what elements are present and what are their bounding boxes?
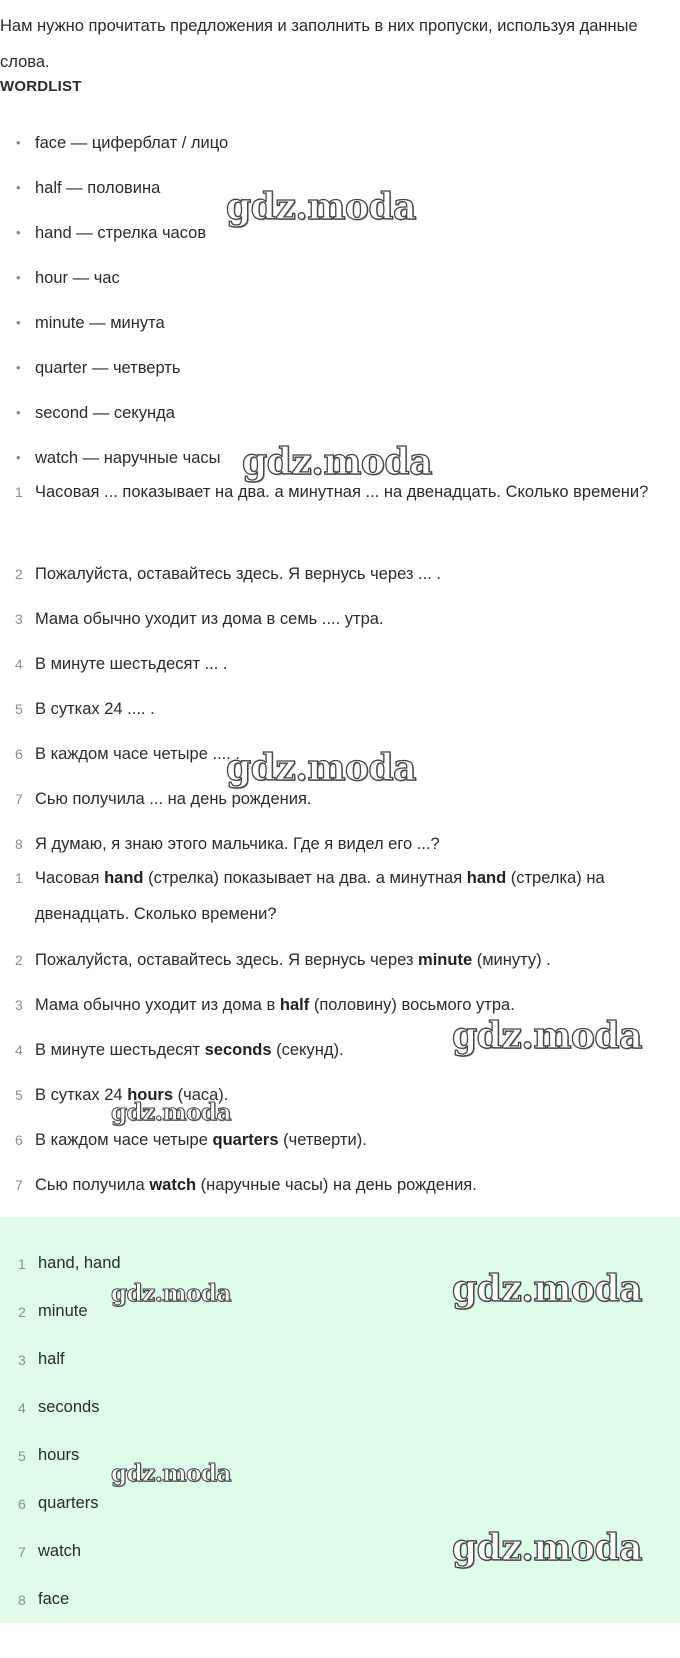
- bullet-icon: •: [16, 270, 21, 285]
- answer-word: hours: [127, 1086, 174, 1104]
- bullet-icon: •: [16, 405, 21, 420]
- intro-text: Нам нужно прочитать предложения и заполнить в них пропуски, используя данные слова.: [0, 17, 638, 71]
- watermark: gdz.moda: [226, 186, 416, 228]
- watermark: gdz.moda: [111, 1460, 231, 1487]
- wordlist-heading: WORDLIST: [0, 78, 82, 95]
- watermark: gdz.moda: [111, 1099, 231, 1126]
- watermark: gdz.moda: [452, 1268, 642, 1310]
- answer-word: quarters: [212, 1131, 279, 1149]
- bullet-icon: •: [16, 180, 21, 195]
- bullet-icon: •: [16, 315, 21, 330]
- watermark: gdz.moda: [242, 441, 432, 483]
- watermark: gdz.moda: [452, 1527, 642, 1569]
- bullet-icon: •: [16, 360, 21, 375]
- answer-word: seconds: [204, 1041, 272, 1059]
- answer-word: half: [279, 996, 310, 1014]
- answer-word: minute: [418, 951, 473, 969]
- watermark: gdz.moda: [226, 747, 416, 789]
- watermark: gdz.moda: [111, 1280, 231, 1307]
- bullet-icon: •: [16, 135, 21, 150]
- answers-box: 1 hand, hand 2 minute 3 half 4 seconds 5 hours 6 quarters 7 watch 8 face: [0, 1217, 680, 1623]
- bullet-icon: •: [16, 225, 21, 240]
- answer-word: watch: [149, 1176, 197, 1194]
- watermark: gdz.moda: [452, 1015, 642, 1057]
- answer-word: hand: [466, 869, 507, 887]
- bullet-icon: •: [16, 450, 21, 465]
- answer-word: hand: [104, 869, 144, 887]
